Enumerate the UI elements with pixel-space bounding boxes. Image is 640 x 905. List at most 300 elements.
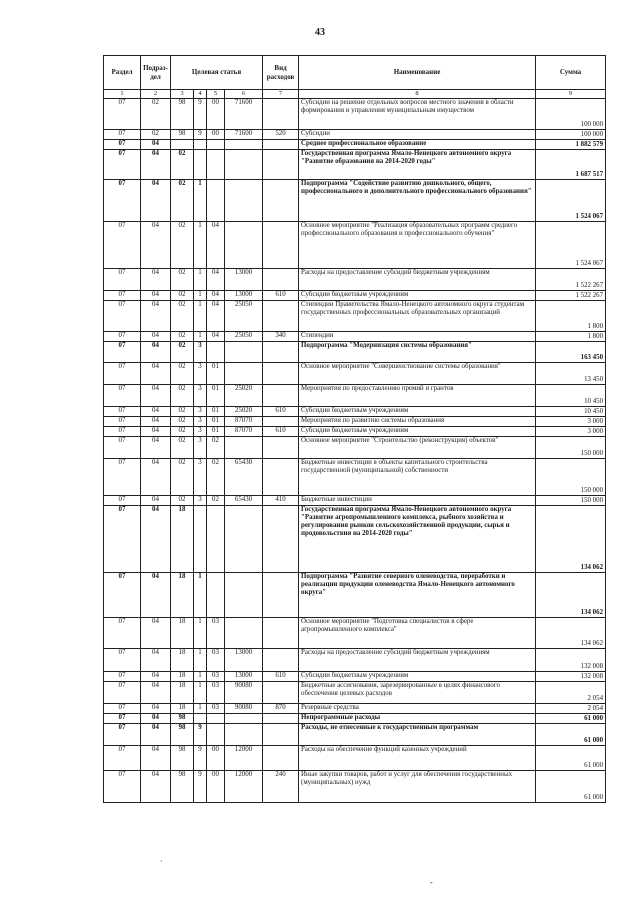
table-row xyxy=(104,771,606,803)
table-row xyxy=(104,385,606,407)
program-cell: 02 xyxy=(171,459,194,496)
item-sum: 134 062 xyxy=(536,573,606,618)
column-index: 4 xyxy=(194,90,207,99)
table-row xyxy=(104,496,606,506)
subprogram-cell: 1 xyxy=(194,682,207,704)
subprogram-cell: 9 xyxy=(194,724,207,746)
program-cell: 98 xyxy=(171,724,194,746)
expense-type-cell xyxy=(263,573,299,618)
program-cell: 18 xyxy=(171,672,194,682)
program-cell: 18 xyxy=(171,682,194,704)
column-index: 7 xyxy=(263,90,299,99)
subprogram-cell: 3 xyxy=(194,407,207,417)
activity-cell: 03 xyxy=(207,682,225,704)
subsection-cell: 04 xyxy=(141,682,171,704)
subsection-cell: 04 xyxy=(141,724,171,746)
direction-cell xyxy=(225,714,263,724)
program-cell: 02 xyxy=(171,222,194,269)
section-cell: 07 xyxy=(104,682,141,704)
section-cell: 07 xyxy=(104,332,141,342)
section-cell: 07 xyxy=(104,506,141,573)
activity-cell xyxy=(207,342,225,363)
header-sum: Сумма xyxy=(536,56,606,90)
subsection-cell: 04 xyxy=(141,150,171,180)
item-sum: 3 000 xyxy=(536,427,606,437)
program-cell: 02 xyxy=(171,407,194,417)
direction-cell: 90080 xyxy=(225,704,263,714)
program-cell xyxy=(171,140,194,150)
subsection-cell: 04 xyxy=(141,704,171,714)
subprogram-cell: 1 xyxy=(194,332,207,342)
expense-type-cell: 240 xyxy=(263,771,299,803)
activity-cell: 01 xyxy=(207,385,225,407)
item-sum: 1 522 267 xyxy=(536,291,606,301)
item-name: Субсидии на решение отдельных вопросов местного значения в области формирования и управления муниципальным имуществом xyxy=(299,99,536,130)
item-sum: 13 450 xyxy=(536,363,606,385)
direction-cell xyxy=(225,140,263,150)
item-name: Мероприятия по предоставлению премий и грантов xyxy=(299,385,536,407)
subprogram-cell: 9 xyxy=(194,130,207,140)
subsection-cell: 04 xyxy=(141,746,171,771)
direction-cell xyxy=(225,363,263,385)
section-cell: 07 xyxy=(104,459,141,496)
subprogram-cell: 3 xyxy=(194,342,207,363)
item-name: Непрограммные расходы xyxy=(299,714,536,724)
item-name: Основное мероприятие "Совершенствование системы образования" xyxy=(299,363,536,385)
section-cell: 07 xyxy=(104,407,141,417)
column-index: 6 xyxy=(225,90,263,99)
subprogram-cell: 3 xyxy=(194,459,207,496)
item-sum: 1 522 267 xyxy=(536,269,606,291)
item-sum: 61 000 xyxy=(536,714,606,724)
item-sum: 100 000 xyxy=(536,130,606,140)
expense-type-cell xyxy=(263,417,299,427)
expense-type-cell xyxy=(263,724,299,746)
table-row xyxy=(104,301,606,332)
expense-type-cell xyxy=(263,342,299,363)
section-cell: 07 xyxy=(104,180,141,222)
subprogram-cell: 1 xyxy=(194,291,207,301)
item-name: Стипендии Правительства Ямало-Ненецкого автономного округа студентам государственных профессиональных образовательных организаций xyxy=(299,301,536,332)
direction-cell: 13000 xyxy=(225,672,263,682)
item-name: Расходы на предоставление субсидий бюджетным учреждениям xyxy=(299,269,536,291)
table-row xyxy=(104,180,606,222)
item-sum: 2 054 xyxy=(536,704,606,714)
section-cell: 07 xyxy=(104,496,141,506)
subsection-cell: 04 xyxy=(141,771,171,803)
item-name: Расходы на предоставление субсидий бюджетным учреждениям xyxy=(299,649,536,672)
item-sum: 150 000 xyxy=(536,437,606,459)
expense-type-cell xyxy=(263,682,299,704)
header-subsection: Подраз-дел xyxy=(141,56,171,90)
program-cell: 02 xyxy=(171,363,194,385)
activity-cell: 00 xyxy=(207,99,225,130)
activity-cell: 02 xyxy=(207,437,225,459)
section-cell: 07 xyxy=(104,771,141,803)
program-cell: 98 xyxy=(171,746,194,771)
expense-type-cell xyxy=(263,385,299,407)
table-row xyxy=(104,714,606,724)
item-name: Мероприятия по развитию системы образования xyxy=(299,417,536,427)
table-row xyxy=(104,746,606,771)
program-cell: 02 xyxy=(171,291,194,301)
expense-type-cell xyxy=(263,150,299,180)
program-cell: 18 xyxy=(171,649,194,672)
item-name: Среднее профессиональное образование xyxy=(299,140,536,150)
direction-cell: 13000 xyxy=(225,291,263,301)
item-name: Бюджетные инвестиции в объекты капитального строительства государственной (муниципальной) собственности xyxy=(299,459,536,496)
expense-type-cell xyxy=(263,437,299,459)
subsection-cell: 04 xyxy=(141,496,171,506)
table-row xyxy=(104,427,606,437)
item-name: Субсидии бюджетным учреждениям xyxy=(299,427,536,437)
section-cell: 07 xyxy=(104,363,141,385)
direction-cell: 25020 xyxy=(225,407,263,417)
subsection-cell: 04 xyxy=(141,180,171,222)
item-name: Основное мероприятие "Подготовка специалистов в сфере агропромышленного комплекса" xyxy=(299,618,536,649)
section-cell: 07 xyxy=(104,427,141,437)
direction-cell: 25050 xyxy=(225,332,263,342)
item-name: Расходы на обеспечение функций казенных учреждений xyxy=(299,746,536,771)
item-name: Субсидии бюджетным учреждениям xyxy=(299,672,536,682)
table-row xyxy=(104,99,606,130)
item-sum: 1 524 067 xyxy=(536,222,606,269)
direction-cell: 71600 xyxy=(225,130,263,140)
expense-type-cell xyxy=(263,222,299,269)
subprogram-cell xyxy=(194,140,207,150)
section-cell: 07 xyxy=(104,618,141,649)
expense-type-cell xyxy=(263,506,299,573)
subprogram-cell: 1 xyxy=(194,222,207,269)
section-cell: 07 xyxy=(104,672,141,682)
subsection-cell: 04 xyxy=(141,342,171,363)
item-name: Иные закупки товаров, работ и услуг для обеспечения государственных (муниципальных) нужд xyxy=(299,771,536,803)
subsection-cell: 04 xyxy=(141,714,171,724)
table-row xyxy=(104,222,606,269)
section-cell: 07 xyxy=(104,573,141,618)
activity-cell xyxy=(207,140,225,150)
table-row xyxy=(104,150,606,180)
activity-cell xyxy=(207,506,225,573)
program-cell: 02 xyxy=(171,180,194,222)
expense-type-cell: 610 xyxy=(263,427,299,437)
expense-type-cell xyxy=(263,459,299,496)
item-sum: 61 000 xyxy=(536,724,606,746)
item-name: Государственная программа Ямало-Ненецкого автономного округа "Развитие агропромышленного комплекса, рыбного хозяйства и регулирования рынков сельскохозяйственной продукции, сырья и продовольствия на 2014-2020 годы" xyxy=(299,506,536,573)
direction-cell: 90080 xyxy=(225,682,263,704)
subsection-cell: 04 xyxy=(141,672,171,682)
item-sum: 1 882 579 xyxy=(536,140,606,150)
table-row xyxy=(104,724,606,746)
activity-cell: 00 xyxy=(207,130,225,140)
item-sum: 1 524 067 xyxy=(536,180,606,222)
item-sum: 1 687 517 xyxy=(536,150,606,180)
item-sum: 134 062 xyxy=(536,506,606,573)
direction-cell: 12000 xyxy=(225,746,263,771)
section-cell: 07 xyxy=(104,99,141,130)
subsection-cell: 04 xyxy=(141,301,171,332)
activity-cell: 01 xyxy=(207,417,225,427)
program-cell: 02 xyxy=(171,417,194,427)
subprogram-cell: 1 xyxy=(194,649,207,672)
direction-cell xyxy=(225,342,263,363)
subsection-cell: 04 xyxy=(141,222,171,269)
table-row xyxy=(104,682,606,704)
direction-cell: 87070 xyxy=(225,417,263,427)
program-cell: 02 xyxy=(171,332,194,342)
header-expense-type: Вид расходов xyxy=(263,56,299,90)
item-name: Подпрограмма "Содействие развитию дошкольного, общего, профессионального и дополнительного профессионального образования" xyxy=(299,180,536,222)
program-cell: 18 xyxy=(171,704,194,714)
item-name: Бюджетные инвестиции xyxy=(299,496,536,506)
activity-cell xyxy=(207,573,225,618)
activity-cell: 01 xyxy=(207,363,225,385)
subprogram-cell: 1 xyxy=(194,301,207,332)
expense-type-cell: 610 xyxy=(263,291,299,301)
program-cell: 02 xyxy=(171,301,194,332)
section-cell: 07 xyxy=(104,342,141,363)
program-cell: 98 xyxy=(171,99,194,130)
item-name: Основное мероприятие "Реализация образовательных программ среднего профессионального образования и профессионального обучения" xyxy=(299,222,536,269)
column-index: 3 xyxy=(171,90,194,99)
item-name: Государственная программа Ямало-Ненецкого автономного округа "Развитие образования на 2014-2020 годы" xyxy=(299,150,536,180)
direction-cell: 13000 xyxy=(225,269,263,291)
activity-cell: 04 xyxy=(207,301,225,332)
subprogram-cell: 1 xyxy=(194,704,207,714)
item-sum: 132 008 xyxy=(536,649,606,672)
subprogram-cell: 3 xyxy=(194,437,207,459)
table-row xyxy=(104,363,606,385)
subsection-cell: 04 xyxy=(141,506,171,573)
subsection-cell: 04 xyxy=(141,649,171,672)
direction-cell xyxy=(225,437,263,459)
section-cell: 07 xyxy=(104,417,141,427)
table-row xyxy=(104,291,606,301)
item-sum: 61 000 xyxy=(536,771,606,803)
subsection-cell: 04 xyxy=(141,459,171,496)
item-name: Резервные средства xyxy=(299,704,536,714)
item-sum: 10 450 xyxy=(536,407,606,417)
program-cell: 02 xyxy=(171,342,194,363)
direction-cell: 65430 xyxy=(225,459,263,496)
direction-cell xyxy=(225,506,263,573)
column-index: 1 xyxy=(104,90,141,99)
item-name: Субсидии бюджетным учреждениям xyxy=(299,291,536,301)
subsection-cell: 04 xyxy=(141,427,171,437)
activity-cell: 04 xyxy=(207,222,225,269)
table-row xyxy=(104,437,606,459)
section-cell: 07 xyxy=(104,130,141,140)
activity-cell: 04 xyxy=(207,269,225,291)
expense-type-cell xyxy=(263,180,299,222)
column-index: 5 xyxy=(207,90,225,99)
direction-cell: 65430 xyxy=(225,496,263,506)
item-sum: 10 450 xyxy=(536,385,606,407)
budget-table xyxy=(103,55,606,803)
table-row xyxy=(104,407,606,417)
item-sum: 163 450 xyxy=(536,342,606,363)
direction-cell xyxy=(225,222,263,269)
expense-type-cell xyxy=(263,649,299,672)
subsection-cell: 04 xyxy=(141,385,171,407)
table-row xyxy=(104,704,606,714)
expense-type-cell: 520 xyxy=(263,130,299,140)
subprogram-cell: 3 xyxy=(194,417,207,427)
activity-cell: 01 xyxy=(207,407,225,417)
header-section: Раздел xyxy=(104,56,141,90)
direction-cell: 13000 xyxy=(225,649,263,672)
activity-cell xyxy=(207,150,225,180)
item-sum: 1 800 xyxy=(536,301,606,332)
direction-cell: 71600 xyxy=(225,99,263,130)
program-cell: 18 xyxy=(171,573,194,618)
expense-type-cell: 410 xyxy=(263,496,299,506)
program-cell: 02 xyxy=(171,427,194,437)
column-index: 9 xyxy=(536,90,606,99)
subprogram-cell: 3 xyxy=(194,385,207,407)
direction-cell: 25050 xyxy=(225,301,263,332)
subprogram-cell xyxy=(194,506,207,573)
program-cell: 02 xyxy=(171,150,194,180)
table-row xyxy=(104,618,606,649)
table-row xyxy=(104,417,606,427)
section-cell: 07 xyxy=(104,301,141,332)
item-sum: 61 000 xyxy=(536,746,606,771)
section-cell: 07 xyxy=(104,385,141,407)
expense-type-cell xyxy=(263,269,299,291)
scan-mark: · xyxy=(160,857,163,866)
subsection-cell: 04 xyxy=(141,437,171,459)
activity-cell xyxy=(207,714,225,724)
program-cell: 02 xyxy=(171,496,194,506)
item-name: Стипендии xyxy=(299,332,536,342)
direction-cell: 25020 xyxy=(225,385,263,407)
subprogram-cell: 9 xyxy=(194,771,207,803)
page-number: 43 xyxy=(315,27,325,38)
item-sum: 3 000 xyxy=(536,417,606,427)
subsection-cell: 04 xyxy=(141,140,171,150)
scan-mark: - xyxy=(430,878,433,887)
item-sum: 1 800 xyxy=(536,332,606,342)
expense-type-cell: 340 xyxy=(263,332,299,342)
item-sum: 2 054 xyxy=(536,682,606,704)
item-name: Подпрограмма "Развитие северного оленеводства, переработки и реализации продукции оленеводства Ямало-Ненецкого автономного округа" xyxy=(299,573,536,618)
section-cell: 07 xyxy=(104,269,141,291)
column-index: 2 xyxy=(141,90,171,99)
activity-cell: 00 xyxy=(207,771,225,803)
section-cell: 07 xyxy=(104,150,141,180)
section-cell: 07 xyxy=(104,291,141,301)
program-cell: 98 xyxy=(171,714,194,724)
direction-cell: 12000 xyxy=(225,771,263,803)
item-sum: 150 000 xyxy=(536,496,606,506)
expense-type-cell: 610 xyxy=(263,407,299,417)
item-name: Подпрограмма "Модернизация системы образования" xyxy=(299,342,536,363)
header-name: Наименование xyxy=(299,56,536,90)
table-row xyxy=(104,342,606,363)
item-sum: 150 000 xyxy=(536,459,606,496)
subprogram-cell: 3 xyxy=(194,427,207,437)
table-body xyxy=(104,99,606,803)
subsection-cell: 04 xyxy=(141,291,171,301)
table-row xyxy=(104,506,606,573)
direction-cell xyxy=(225,724,263,746)
table-row xyxy=(104,459,606,496)
table-row xyxy=(104,140,606,150)
subsection-cell: 02 xyxy=(141,99,171,130)
activity-cell: 02 xyxy=(207,496,225,506)
activity-cell: 03 xyxy=(207,704,225,714)
program-cell: 18 xyxy=(171,618,194,649)
subprogram-cell: 9 xyxy=(194,99,207,130)
table-row xyxy=(104,332,606,342)
expense-type-cell xyxy=(263,140,299,150)
activity-cell: 00 xyxy=(207,746,225,771)
direction-cell xyxy=(225,618,263,649)
direction-cell xyxy=(225,573,263,618)
item-name: Основное мероприятие "Строительство (реконструкция) объектов" xyxy=(299,437,536,459)
item-name: Субсидии xyxy=(299,130,536,140)
expense-type-cell xyxy=(263,746,299,771)
item-sum: 134 062 xyxy=(536,618,606,649)
section-cell: 07 xyxy=(104,724,141,746)
activity-cell: 04 xyxy=(207,332,225,342)
column-index: 8 xyxy=(299,90,536,99)
expense-type-cell: 610 xyxy=(263,672,299,682)
table-row xyxy=(104,573,606,618)
item-name: Бюджетные ассигнования, зарезервированные в целях финансового обеспечения целевых расходов xyxy=(299,682,536,704)
subsection-cell: 04 xyxy=(141,417,171,427)
program-cell: 02 xyxy=(171,269,194,291)
subprogram-cell: 1 xyxy=(194,573,207,618)
subprogram-cell: 1 xyxy=(194,180,207,222)
activity-cell xyxy=(207,724,225,746)
activity-cell xyxy=(207,180,225,222)
subsection-cell: 02 xyxy=(141,130,171,140)
activity-cell: 03 xyxy=(207,618,225,649)
activity-cell: 03 xyxy=(207,672,225,682)
subprogram-cell: 1 xyxy=(194,269,207,291)
subprogram-cell xyxy=(194,150,207,180)
section-cell: 07 xyxy=(104,140,141,150)
section-cell: 07 xyxy=(104,704,141,714)
subsection-cell: 04 xyxy=(141,618,171,649)
table-row xyxy=(104,130,606,140)
table-row xyxy=(104,649,606,672)
header-row xyxy=(104,56,606,90)
activity-cell: 02 xyxy=(207,459,225,496)
program-cell: 02 xyxy=(171,437,194,459)
subprogram-cell: 3 xyxy=(194,363,207,385)
subprogram-cell: 9 xyxy=(194,746,207,771)
table-row xyxy=(104,269,606,291)
section-cell: 07 xyxy=(104,222,141,269)
item-sum: 132 008 xyxy=(536,672,606,682)
expense-type-cell: 870 xyxy=(263,704,299,714)
section-cell: 07 xyxy=(104,649,141,672)
direction-cell xyxy=(225,150,263,180)
program-cell: 98 xyxy=(171,771,194,803)
subprogram-cell: 3 xyxy=(194,496,207,506)
subprogram-cell xyxy=(194,714,207,724)
item-name: Субсидии бюджетным учреждениям xyxy=(299,407,536,417)
section-cell: 07 xyxy=(104,746,141,771)
subprogram-cell: 1 xyxy=(194,672,207,682)
expense-type-cell xyxy=(263,618,299,649)
subsection-cell: 04 xyxy=(141,332,171,342)
item-name: Расходы, не отнесенные к государственным программам xyxy=(299,724,536,746)
table-row xyxy=(104,672,606,682)
